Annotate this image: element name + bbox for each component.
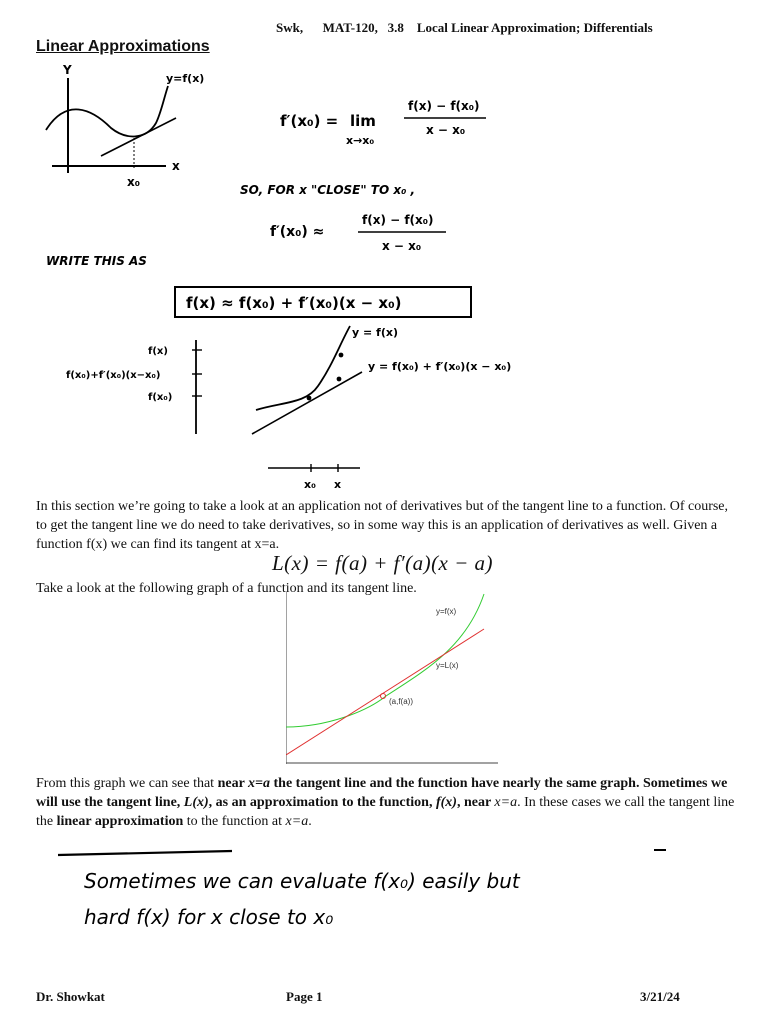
derivative-denominator: x − x₀ bbox=[426, 123, 466, 137]
p3-bold-5: linear approximation bbox=[56, 814, 184, 829]
sketch-graph-approximation bbox=[66, 322, 566, 497]
section-title: Linear Approximations bbox=[36, 38, 210, 55]
footer-page: Page 1 bbox=[286, 989, 323, 1004]
boxed-formula bbox=[174, 286, 474, 325]
approx-denominator: x − x₀ bbox=[382, 239, 422, 253]
approx-lhs: f′(x₀) ≈ bbox=[270, 224, 325, 240]
p3-bold-2: the tangent line and the function have nearly the same graph. Sometimes we will use the tangent line, bbox=[36, 776, 728, 810]
graph2-line-label: y = f(x₀) + f′(x₀)(x − x₀) bbox=[368, 360, 512, 373]
graph2-x-label: x bbox=[334, 478, 342, 491]
footer-author: Dr. Showkat bbox=[36, 989, 105, 1004]
approx-ratio bbox=[270, 208, 470, 263]
p3-bold-4: , near bbox=[456, 795, 495, 810]
handwritten-note bbox=[56, 844, 716, 949]
lim-under: x→x₀ bbox=[346, 134, 375, 147]
point-label: (a,f(a)) bbox=[389, 697, 413, 706]
svg-text:f(x) ≈ f(x₀) + f′(x₀)(x − x₀: f(x) ≈ f(x₀) + f′(x₀)(x − x₀) bbox=[186, 294, 402, 312]
p3-italic-2: x=a bbox=[285, 814, 309, 829]
svg-text:WRITE THIS AS: WRITE THIS AS bbox=[46, 254, 147, 268]
p3-italic-1: x=a bbox=[494, 795, 518, 810]
linear-approximation-paragraph bbox=[36, 774, 736, 831]
approx-numerator: f(x) − f(x₀) bbox=[362, 213, 434, 227]
p3-bold-italic-2: L(x) bbox=[183, 795, 209, 810]
p3-text-3: to the function at bbox=[183, 814, 286, 829]
graph1-x0-label: x₀ bbox=[127, 175, 140, 189]
p3-bold-italic-1: x=a bbox=[248, 776, 271, 791]
tangent-line bbox=[286, 629, 484, 755]
p3-text-2: . In these cases we call the tangent line the bbox=[36, 795, 735, 829]
curve-label: y=f(x) bbox=[436, 607, 457, 616]
p3-bold-italic-3: f(x) bbox=[435, 795, 457, 810]
note-line-1: Sometimes we can evaluate f(x₀) easily but bbox=[84, 869, 520, 893]
so-line bbox=[240, 178, 500, 205]
p3-bold-3: , as an approximation to the function, bbox=[208, 795, 436, 810]
write-this-as bbox=[46, 250, 206, 275]
graph2-curve-label: y = f(x) bbox=[352, 326, 398, 339]
graph1-y-label: Y bbox=[63, 63, 72, 77]
graph-intro-text: Take a look at the following graph of a function and its tangent line. bbox=[36, 581, 417, 596]
graph1-curve-label: y=f(x) bbox=[166, 72, 205, 85]
p3-text-4: . bbox=[308, 814, 312, 829]
graph2-tick-fx: f(x) bbox=[148, 346, 168, 357]
page-header: Swk, MAT-120, 3.8 Local Linear Approximation; Differentials bbox=[276, 20, 653, 35]
note-line-2: hard f(x) for x close to x₀ bbox=[84, 905, 334, 929]
footer-date: 3/21/24 bbox=[640, 989, 680, 1004]
note-separator-line bbox=[58, 851, 232, 855]
graph2-x0-label: x₀ bbox=[304, 478, 316, 491]
function-tangent-graph bbox=[286, 592, 498, 764]
p3-text-1: From this graph we can see that bbox=[36, 776, 218, 791]
derivative-definition bbox=[280, 88, 510, 153]
tangent-label: y=L(x) bbox=[436, 661, 459, 670]
svg-text:SO, FOR x "CLOSE" TO x₀ ,: SO, FOR x "CLOSE" TO x₀ , bbox=[240, 183, 416, 197]
graph1-x-label: x bbox=[172, 159, 180, 173]
lim-text: lim bbox=[350, 112, 376, 130]
derivative-numerator: f(x) − f(x₀) bbox=[408, 99, 480, 113]
graph2-tick-fx0: f(x₀) bbox=[148, 392, 173, 403]
sketch-graph-tangent bbox=[36, 58, 246, 203]
linear-approximation-equation: L(x) = f(a) + f′(a)(x − a) bbox=[272, 551, 494, 575]
intro-paragraph: In this section we’re going to take a look at an application not of derivatives but of the tangent line to a function. Of course, to get the tangent line we do need to take derivatives, so in some way this is an application of derivatives as well. Given a function f(x) we can find its tangent at x=a. bbox=[36, 499, 729, 552]
derivative-lhs: f′(x₀) = bbox=[280, 112, 339, 130]
p3-bold-1: near bbox=[217, 776, 249, 791]
graph2-tick-linear: f(x₀)+f′(x₀)(x−x₀) bbox=[66, 370, 161, 381]
